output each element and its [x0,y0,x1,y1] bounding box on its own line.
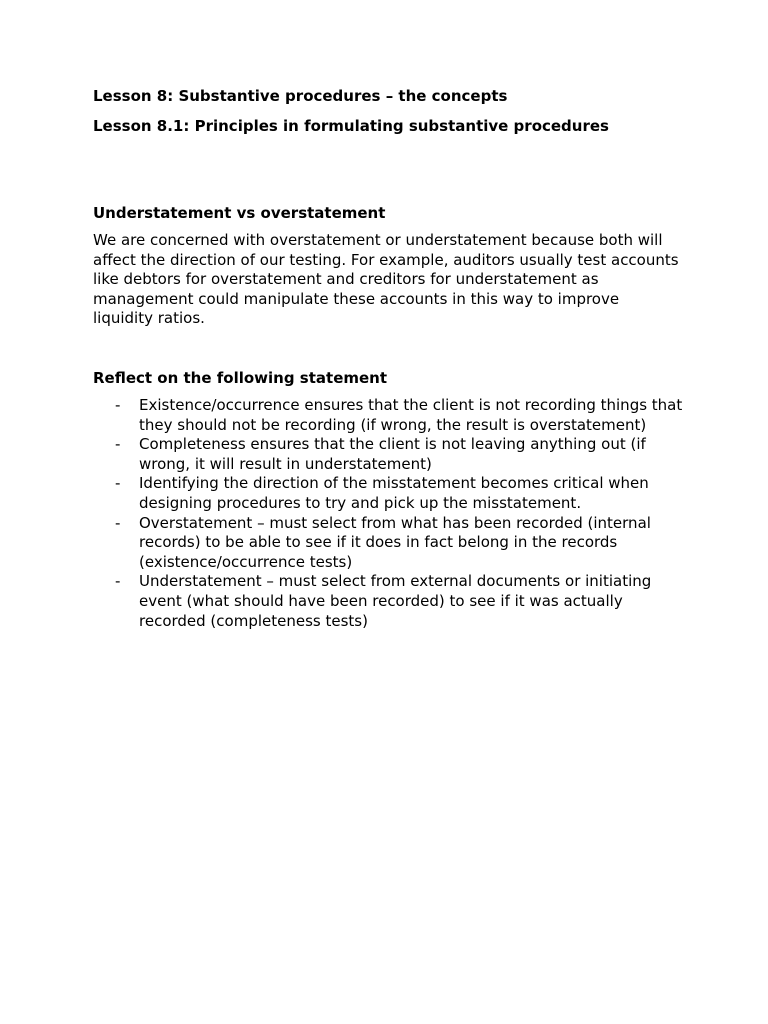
section-heading-reflect: Reflect on the following statement [93,368,388,387]
list-item-text: Identifying the direction of the misstatement becomes critical when designing procedures to try and pick up the misstatement. [139,474,649,512]
reflect-bullet-list [93,396,683,631]
list-item [93,396,683,435]
section-paragraph: We are concerned with overstatement or understatement because both will affect the direction of our testing. For example, auditors usually test accounts like debtors for overstatement and creditors for understatement as management could manipulate these accounts in this way to improve liquidity ratios. [93,231,679,328]
bullet-dash: - [115,474,121,493]
list-item-text: Completeness ensures that the client is not leaving anything out (if wrong, it will result in understatement) [139,435,646,473]
list-item-text: Overstatement – must select from what has been recorded (internal records) to be able to see if it does in fact belong in the records (existence/occurrence tests) [139,513,651,571]
list-item [93,435,683,474]
lesson-title: Lesson 8: Substantive procedures – the concepts [93,87,508,105]
lesson-subtitle: Lesson 8.1: Principles in formulating substantive procedures [93,117,609,135]
document-page [93,86,683,631]
list-item-text: Understatement – must select from external documents or initiating event (what should have been recorded) to see if it was actually recorded (completeness tests) [139,572,652,630]
list-item [93,474,683,513]
bullet-dash: - [115,513,121,532]
list-item [93,572,683,631]
bullet-dash: - [115,572,121,591]
list-item [93,514,683,573]
bullet-dash: - [115,395,121,414]
section-heading-understatement: Understatement vs overstatement [93,204,386,222]
list-item-text: Existence/occurrence ensures that the client is not recording things that they should not be recording (if wrong, the result is overstatement) [139,395,683,434]
bullet-dash: - [115,435,121,454]
